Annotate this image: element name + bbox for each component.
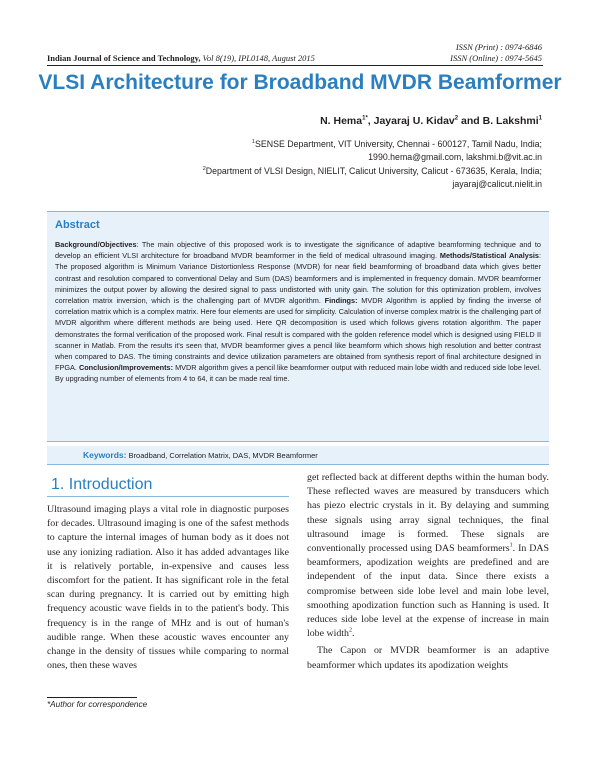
author-separator: and xyxy=(458,115,483,127)
abstract-label: Conclusion/Improvements: xyxy=(78,363,174,373)
keywords-box xyxy=(47,446,549,465)
abstract-body: MVDR Algorithm is applied by finding the inverse of correlation matrix which is a complex matrix. Here four elements are used for simplicity. Calculation of inverse complex matrix is the challenging part of MVDR algorithm where different methods are being used. Here QR decomposition is used which follows givens rotation algorithm. The paper demonstrates the formal verification of the proposed work. Final result is compared with the golden reference model which is designed using FIELD II scanner in Matlab. From the results it's seen that, MVDR beamformer gives a pencil like beamform which shows high resolution and better contrast when compared to DAS. The timing constraints and device utilization parameters are obtained from synthesis report of final architecture designed in FPGA. xyxy=(55,296,541,373)
author-sup: 1 xyxy=(538,115,542,122)
author-separator: , xyxy=(367,115,374,127)
author-sup: 2 xyxy=(454,115,459,122)
header-rule xyxy=(47,65,543,66)
issn-online: ISSN (Online) : 0974-5645 xyxy=(450,53,542,63)
author-sup: 1* xyxy=(362,115,368,122)
affiliation-2 xyxy=(122,163,542,191)
citation-ref: 2 xyxy=(348,627,352,634)
affiliation-text: Department of VLSI Design, NIELIT, Calicut University, Calicut - 673635, Kerala, India; xyxy=(205,165,542,176)
paragraph-text: . xyxy=(351,628,355,640)
affiliation-1 xyxy=(122,136,542,164)
issn-print: ISSN (Print) : 0974-6846 xyxy=(455,42,542,52)
abstract-body: MVDR algorithm gives a pencil like beamformer output with reduced main lobe width and reduced side lobe level. By upgrading number of elements from 4 to 64, it can be made real time. xyxy=(55,363,542,384)
abstract-body: : The main objective of this proposed work is to investigate the significance of adaptive beamforming technique and to develop an efficient VLSI architecture for broadband MVDR beamformer in the field of medical ultrasound imaging. xyxy=(55,240,541,261)
abstract-box xyxy=(47,211,549,442)
section-heading-box xyxy=(47,475,289,497)
keywords-label: Keywords: xyxy=(83,450,127,460)
citation-ref: 1 xyxy=(509,542,513,549)
journal-name: Indian Journal of Science and Technology, xyxy=(47,53,201,63)
paragraph-text: get reflected back at different depths within the human body. These reflected waves are measured by transducers which has piezo electric crystals in it. By delaying and summing these signals using array signal techniques, the final ultrasound image is formed. These signals are conventionally processed using DAS beamformers xyxy=(307,472,549,555)
paragraph: Ultrasound imaging plays a vital role in diagnostic purposes for decades. Ultrasound imaging is one of the safest methods to capture the internal images of human body as it does not use any ionizing radiation. Also it has added advantages like it is relatively portable, in-expensive and causes less discomfort for the patient. It has significant role in the fetal scan during pregnancy. It is carried out by emitting high frequency acoustic wave fields in to the patient's body. This frequency is in the range of MHz and is out of human's audible range. When these acoustic waves encounter any change in the density of tissues while comparing to normal ones, then these waves xyxy=(47,504,289,672)
author-name: N. Hema xyxy=(320,115,363,127)
author-name: Jayaraj U. Kidav xyxy=(373,115,455,127)
paragraph-text: . In DAS beamformers, apodization weights are predefined and are independent of the input data. Since there exists a compromise between side lobe level and main lobe level, smoothing apodization function such as Hanning is used. It reduces side lobe level at the expense of increase in main lobe width xyxy=(307,543,549,640)
paragraph xyxy=(307,471,549,641)
issn-block xyxy=(450,42,542,64)
journal-citation xyxy=(47,53,315,63)
keywords-text: Broadband, Correlation Matrix, DAS, MVDR Beamformer xyxy=(126,451,318,460)
footnote-rule xyxy=(47,697,137,698)
affiliation-text: SENSE Department, VIT University, Chennai - 600127, Tamil Nadu, India; xyxy=(254,138,542,149)
author-list xyxy=(320,115,542,127)
abstract-label: Findings: xyxy=(324,296,358,306)
footnote: *Author for correspondence xyxy=(47,700,148,709)
section-heading: 1. Introduction xyxy=(51,476,153,493)
abstract-label: Methods/Statistical Analysis xyxy=(439,251,539,261)
abstract-text xyxy=(55,239,541,385)
affiliation-line xyxy=(122,136,542,151)
author-name: B. Lakshmi xyxy=(482,115,539,127)
affiliation-emails: 1990.hema@gmail.com, lakshmi.b@vit.ac.in xyxy=(368,151,542,162)
paragraph: The Capon or MVDR beamformer is an adaptive beamformer which updates its apodization weights xyxy=(307,645,549,671)
journal-details: Vol 8(19), IPL0148, August 2015 xyxy=(200,53,315,63)
abstract-heading: Abstract xyxy=(55,219,100,231)
paper-title: VLSI Architecture for Broadband MVDR Beamformer xyxy=(38,71,562,94)
affiliation-emails: jayaraj@calicut.nielit.in xyxy=(452,178,542,189)
right-column xyxy=(307,471,549,673)
abstract-label: Background/Objectives xyxy=(55,240,137,249)
abstract-body: : The proposed algorithm is Minimum Variance Distortionless Response (MVDR) for near field beamforming of broadband data which gives better contrast and resolution compared to conventional Delay and Sum (DAS) beamformers and is implemented in frequency domain. MVDR beamformer minimizes the output power by allowing the desired signal to pass undistorted with unity gain. The solution for this optimization problem, involves correlation matrix inversion, which is the challenging part of MVDR algorithm. xyxy=(55,251,541,306)
affiliation-line xyxy=(122,163,542,178)
left-column xyxy=(47,503,289,673)
affiliation-sup: 1 xyxy=(251,139,255,145)
affiliation-sup: 2 xyxy=(202,166,206,172)
